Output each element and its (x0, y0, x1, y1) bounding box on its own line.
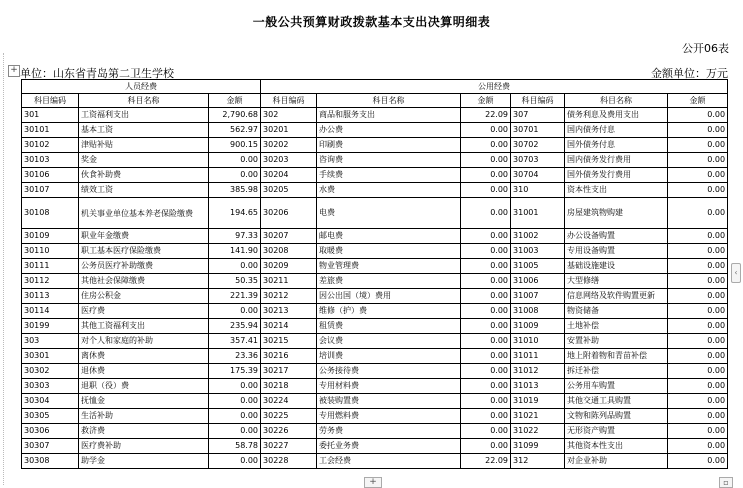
public-amount-cell: 0.00 (461, 424, 511, 439)
capital-name-cell: 国外债务付息 (565, 138, 668, 153)
column-header-name: 科目名称 (317, 94, 461, 108)
public-amount-cell: 0.00 (461, 123, 511, 138)
public-name-cell: 专用材料费 (317, 379, 461, 394)
personnel-amount-cell: 141.90 (209, 244, 261, 259)
page-title: 一般公共预算财政拨款基本支出决算明细表 (252, 15, 491, 29)
capital-code-cell: 31019 (511, 394, 565, 409)
expenditure-table (21, 79, 728, 469)
public-amount-cell: 0.00 (461, 153, 511, 168)
public-code-cell: 30224 (261, 394, 317, 409)
capital-amount-cell: 0.00 (668, 349, 728, 364)
personnel-name-cell: 其他工资福利支出 (79, 319, 209, 334)
capital-name-cell: 土地补偿 (565, 319, 668, 334)
table-row (22, 424, 728, 439)
public-code-cell: 30225 (261, 409, 317, 424)
personnel-code-cell: 30111 (22, 259, 79, 274)
public-code-cell: 30203 (261, 153, 317, 168)
capital-amount-cell: 0.00 (668, 424, 728, 439)
personnel-amount-cell: 0.00 (209, 168, 261, 183)
public-code-cell: 30228 (261, 454, 317, 469)
personnel-name-cell: 职工基本医疗保险缴费 (79, 244, 209, 259)
personnel-amount-cell: 0.00 (209, 153, 261, 168)
personnel-code-cell: 30303 (22, 379, 79, 394)
capital-name-cell: 国内债务发行费用 (565, 153, 668, 168)
public-name-cell: 咨询费 (317, 153, 461, 168)
public-code-cell: 30215 (261, 334, 317, 349)
personnel-code-cell: 30304 (22, 394, 79, 409)
public-code-cell: 302 (261, 108, 317, 123)
public-name-cell: 物业管理费 (317, 259, 461, 274)
capital-code-cell: 31009 (511, 319, 565, 334)
personnel-code-cell: 30308 (22, 454, 79, 469)
table-row (22, 138, 728, 153)
personnel-code-cell: 30102 (22, 138, 79, 153)
personnel-name-cell: 救济费 (79, 424, 209, 439)
capital-name-cell: 安置补助 (565, 334, 668, 349)
table-row (22, 289, 728, 304)
public-name-cell: 培训费 (317, 349, 461, 364)
public-code-cell: 30205 (261, 183, 317, 198)
capital-code-cell: 31099 (511, 439, 565, 454)
personnel-code-cell: 30113 (22, 289, 79, 304)
capital-code-cell: 31002 (511, 229, 565, 244)
capital-name-cell: 其他交通工具购置 (565, 394, 668, 409)
capital-code-cell: 30704 (511, 168, 565, 183)
table-row (22, 168, 728, 183)
table-row (22, 244, 728, 259)
capital-name-cell: 信息网络及软件购置更新 (565, 289, 668, 304)
public-name-cell: 劳务费 (317, 424, 461, 439)
personnel-code-cell: 30103 (22, 153, 79, 168)
personnel-code-cell: 30306 (22, 424, 79, 439)
capital-name-cell: 国外债务发行费用 (565, 168, 668, 183)
table-row (22, 198, 728, 229)
public-amount-cell: 0.00 (461, 183, 511, 198)
personnel-name-cell: 其他社会保障缴费 (79, 274, 209, 289)
capital-amount-cell: 0.00 (668, 274, 728, 289)
personnel-amount-cell: 97.33 (209, 229, 261, 244)
table-row (22, 349, 728, 364)
column-header-name: 科目名称 (565, 94, 668, 108)
personnel-amount-cell: 0.00 (209, 259, 261, 274)
public-code-cell: 30214 (261, 319, 317, 334)
personnel-section-header: 人员经费 (22, 80, 261, 94)
public-code-cell: 30207 (261, 229, 317, 244)
table-resize-icon[interactable]: ▫ (719, 477, 733, 488)
capital-amount-cell: 0.00 (668, 259, 728, 274)
public-name-cell: 维修（护）费 (317, 304, 461, 319)
table-row (22, 304, 728, 319)
public-section-header: 公用经费 (261, 80, 728, 94)
table-row (22, 364, 728, 379)
personnel-name-cell: 公务员医疗补助缴费 (79, 259, 209, 274)
personnel-code-cell: 30199 (22, 319, 79, 334)
personnel-code-cell: 30114 (22, 304, 79, 319)
public-name-cell: 邮电费 (317, 229, 461, 244)
capital-amount-cell: 0.00 (668, 229, 728, 244)
table-row (22, 274, 728, 289)
capital-code-cell: 30702 (511, 138, 565, 153)
capital-name-cell: 拆迁补偿 (565, 364, 668, 379)
capital-code-cell: 30701 (511, 123, 565, 138)
capital-name-cell: 无形资产购置 (565, 424, 668, 439)
capital-amount-cell: 0.00 (668, 138, 728, 153)
table-row (22, 153, 728, 168)
capital-code-cell: 310 (511, 183, 565, 198)
public-amount-cell: 0.00 (461, 364, 511, 379)
personnel-code-cell: 301 (22, 108, 79, 123)
capital-code-cell: 31021 (511, 409, 565, 424)
capital-name-cell: 专用设备购置 (565, 244, 668, 259)
capital-name-cell: 物资储备 (565, 304, 668, 319)
capital-name-cell: 国内债务付息 (565, 123, 668, 138)
public-name-cell: 水费 (317, 183, 461, 198)
public-amount-cell: 0.00 (461, 198, 511, 229)
public-code-cell: 30202 (261, 138, 317, 153)
table-number: 公开06表 (682, 42, 729, 55)
capital-amount-cell: 0.00 (668, 183, 728, 198)
personnel-name-cell: 奖金 (79, 153, 209, 168)
table-row (22, 319, 728, 334)
public-amount-cell: 0.00 (461, 379, 511, 394)
personnel-amount-cell: 0.00 (209, 394, 261, 409)
personnel-amount-cell: 0.00 (209, 304, 261, 319)
personnel-name-cell: 机关事业单位基本养老保险缴费 (79, 198, 209, 229)
capital-name-cell: 大型修缮 (565, 274, 668, 289)
capital-code-cell: 31005 (511, 259, 565, 274)
personnel-name-cell: 伙食补助费 (79, 168, 209, 183)
public-code-cell: 30212 (261, 289, 317, 304)
public-name-cell: 差旅费 (317, 274, 461, 289)
capital-code-cell: 31012 (511, 364, 565, 379)
column-header-code: 科目编码 (261, 94, 317, 108)
public-amount-cell: 0.00 (461, 319, 511, 334)
capital-amount-cell: 0.00 (668, 153, 728, 168)
public-amount-cell: 22.09 (461, 108, 511, 123)
personnel-code-cell: 30302 (22, 364, 79, 379)
capital-amount-cell: 0.00 (668, 439, 728, 454)
public-amount-cell: 0.00 (461, 289, 511, 304)
public-name-cell: 电费 (317, 198, 461, 229)
capital-code-cell: 31001 (511, 198, 565, 229)
capital-amount-cell: 0.00 (668, 244, 728, 259)
capital-amount-cell: 0.00 (668, 364, 728, 379)
column-header-name: 科目名称 (79, 94, 209, 108)
table-row (22, 439, 728, 454)
capital-name-cell: 房屋建筑物购建 (565, 198, 668, 229)
personnel-amount-cell: 23.36 (209, 349, 261, 364)
public-code-cell: 30216 (261, 349, 317, 364)
table-row (22, 394, 728, 409)
table-move-icon[interactable]: + (8, 65, 20, 77)
capital-name-cell: 地上附着物和青苗补偿 (565, 349, 668, 364)
table-row (22, 108, 728, 123)
capital-amount-cell: 0.00 (668, 409, 728, 424)
personnel-code-cell: 30307 (22, 439, 79, 454)
public-amount-cell: 0.00 (461, 394, 511, 409)
column-header-code: 科目编码 (511, 94, 565, 108)
personnel-code-cell: 303 (22, 334, 79, 349)
personnel-amount-cell: 194.65 (209, 198, 261, 229)
capital-amount-cell: 0.00 (668, 123, 728, 138)
page-edge (0, 53, 4, 485)
public-code-cell: 30211 (261, 274, 317, 289)
public-name-cell: 手续费 (317, 168, 461, 183)
public-amount-cell: 0.00 (461, 409, 511, 424)
capital-name-cell: 债务利息及费用支出 (565, 108, 668, 123)
capital-code-cell: 31007 (511, 289, 565, 304)
capital-name-cell: 其他资本性支出 (565, 439, 668, 454)
personnel-code-cell: 30301 (22, 349, 79, 364)
column-header-row (22, 94, 728, 108)
personnel-code-cell: 30107 (22, 183, 79, 198)
personnel-amount-cell: 385.98 (209, 183, 261, 198)
capital-code-cell: 31003 (511, 244, 565, 259)
capital-amount-cell: 0.00 (668, 108, 728, 123)
public-name-cell: 工会经费 (317, 454, 461, 469)
public-code-cell: 30213 (261, 304, 317, 319)
personnel-amount-cell: 0.00 (209, 454, 261, 469)
personnel-code-cell: 30101 (22, 123, 79, 138)
public-name-cell: 因公出国（境）费用 (317, 289, 461, 304)
amount-unit-label: 金额单位：万元 (651, 67, 728, 80)
column-header-code: 科目编码 (22, 94, 79, 108)
public-amount-cell: 0.00 (461, 439, 511, 454)
personnel-amount-cell: 0.00 (209, 409, 261, 424)
public-amount-cell: 0.00 (461, 274, 511, 289)
public-code-cell: 30204 (261, 168, 317, 183)
capital-name-cell: 文物和陈列品购置 (565, 409, 668, 424)
table-row (22, 123, 728, 138)
column-header-amount: 金额 (461, 94, 511, 108)
capital-amount-cell: 0.00 (668, 334, 728, 349)
capital-code-cell: 31010 (511, 334, 565, 349)
personnel-name-cell: 生活补助 (79, 409, 209, 424)
public-code-cell: 30226 (261, 424, 317, 439)
capital-name-cell: 公务用车购置 (565, 379, 668, 394)
public-name-cell: 会议费 (317, 334, 461, 349)
public-amount-cell: 0.00 (461, 349, 511, 364)
add-row-icon[interactable]: + (364, 477, 382, 488)
capital-amount-cell: 0.00 (668, 168, 728, 183)
public-code-cell: 30227 (261, 439, 317, 454)
personnel-amount-cell: 50.35 (209, 274, 261, 289)
public-name-cell: 取暖费 (317, 244, 461, 259)
personnel-amount-cell: 562.97 (209, 123, 261, 138)
column-header-amount: 金额 (668, 94, 728, 108)
personnel-name-cell: 助学金 (79, 454, 209, 469)
personnel-name-cell: 绩效工资 (79, 183, 209, 198)
personnel-code-cell: 30305 (22, 409, 79, 424)
capital-code-cell: 31006 (511, 274, 565, 289)
capital-amount-cell: 0.00 (668, 289, 728, 304)
column-header-amount: 金额 (209, 94, 261, 108)
public-name-cell: 专用燃料费 (317, 409, 461, 424)
personnel-code-cell: 30112 (22, 274, 79, 289)
capital-name-cell: 办公设备购置 (565, 229, 668, 244)
capital-code-cell: 30703 (511, 153, 565, 168)
personnel-name-cell: 对个人和家庭的补助 (79, 334, 209, 349)
personnel-amount-cell: 0.00 (209, 379, 261, 394)
capital-code-cell: 31022 (511, 424, 565, 439)
public-code-cell: 30206 (261, 198, 317, 229)
capital-code-cell: 307 (511, 108, 565, 123)
capital-name-cell: 基础设施建设 (565, 259, 668, 274)
public-name-cell: 公务接待费 (317, 364, 461, 379)
table-row (22, 409, 728, 424)
personnel-amount-cell: 900.15 (209, 138, 261, 153)
personnel-name-cell: 抚恤金 (79, 394, 209, 409)
section-header-row (22, 80, 728, 94)
personnel-name-cell: 退职（役）费 (79, 379, 209, 394)
personnel-amount-cell: 175.39 (209, 364, 261, 379)
personnel-name-cell: 医疗费补助 (79, 439, 209, 454)
public-code-cell: 30209 (261, 259, 317, 274)
capital-amount-cell: 0.00 (668, 319, 728, 334)
public-name-cell: 商品和服务支出 (317, 108, 461, 123)
personnel-name-cell: 基本工资 (79, 123, 209, 138)
personnel-name-cell: 医疗费 (79, 304, 209, 319)
public-code-cell: 30208 (261, 244, 317, 259)
personnel-code-cell: 30108 (22, 198, 79, 229)
personnel-amount-cell: 0.00 (209, 424, 261, 439)
capital-amount-cell: 0.00 (668, 394, 728, 409)
personnel-amount-cell: 357.41 (209, 334, 261, 349)
capital-code-cell: 31013 (511, 379, 565, 394)
public-amount-cell: 0.00 (461, 244, 511, 259)
capital-amount-cell: 0.00 (668, 198, 728, 229)
table-row (22, 379, 728, 394)
personnel-name-cell: 退休费 (79, 364, 209, 379)
personnel-code-cell: 30109 (22, 229, 79, 244)
table-row (22, 334, 728, 349)
personnel-amount-cell: 221.39 (209, 289, 261, 304)
public-amount-cell: 0.00 (461, 334, 511, 349)
table-row (22, 183, 728, 198)
public-name-cell: 办公费 (317, 123, 461, 138)
personnel-amount-cell: 235.94 (209, 319, 261, 334)
public-code-cell: 30218 (261, 379, 317, 394)
personnel-amount-cell: 58.78 (209, 439, 261, 454)
public-amount-cell: 0.00 (461, 138, 511, 153)
capital-code-cell: 312 (511, 454, 565, 469)
personnel-code-cell: 30106 (22, 168, 79, 183)
public-amount-cell: 22.09 (461, 454, 511, 469)
public-name-cell: 租赁费 (317, 319, 461, 334)
capital-code-cell: 31011 (511, 349, 565, 364)
capital-code-cell: 31008 (511, 304, 565, 319)
public-name-cell: 被装购置费 (317, 394, 461, 409)
capital-name-cell: 对企业补助 (565, 454, 668, 469)
public-amount-cell: 0.00 (461, 229, 511, 244)
unit-label: 单位：山东省青岛第二卫生学校 (20, 67, 174, 80)
personnel-name-cell: 职业年金缴费 (79, 229, 209, 244)
personnel-name-cell: 离休费 (79, 349, 209, 364)
public-code-cell: 30217 (261, 364, 317, 379)
public-name-cell: 委托业务费 (317, 439, 461, 454)
personnel-amount-cell: 2,790.68 (209, 108, 261, 123)
capital-amount-cell: 0.00 (668, 304, 728, 319)
personnel-code-cell: 30110 (22, 244, 79, 259)
table-row (22, 454, 728, 469)
capital-amount-cell: 0.00 (668, 454, 728, 469)
table-row (22, 259, 728, 274)
public-name-cell: 印刷费 (317, 138, 461, 153)
capital-amount-cell: 0.00 (668, 379, 728, 394)
resize-handle-icon[interactable]: ‹ (731, 263, 741, 283)
public-amount-cell: 0.00 (461, 304, 511, 319)
public-code-cell: 30201 (261, 123, 317, 138)
public-amount-cell: 0.00 (461, 168, 511, 183)
personnel-name-cell: 工资福利支出 (79, 108, 209, 123)
capital-name-cell: 资本性支出 (565, 183, 668, 198)
personnel-name-cell: 住房公积金 (79, 289, 209, 304)
public-amount-cell: 0.00 (461, 259, 511, 274)
personnel-name-cell: 津贴补贴 (79, 138, 209, 153)
table-row (22, 229, 728, 244)
